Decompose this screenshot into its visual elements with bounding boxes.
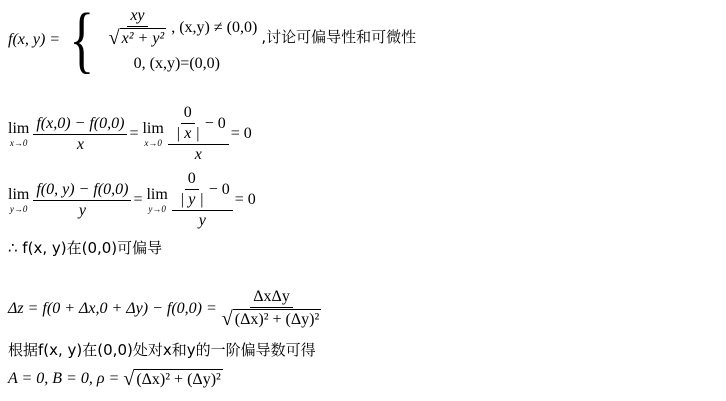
case1-numerator: xy xyxy=(127,7,147,27)
function-lhs: f(x, y) = xyxy=(8,31,61,48)
delta-z-fraction: ΔxΔy √ (Δx)² + (Δy)² xyxy=(221,288,320,330)
left-brace: { xyxy=(69,0,95,81)
derivative-note: 根据f(x, y)在(0,0)处对x和y的一阶偏导数可得 xyxy=(8,340,316,359)
case1-denominator: x² + y² xyxy=(121,30,165,47)
final-values: A = 0, B = 0, ρ = √ (Δx)² + (Δy)² xyxy=(8,368,221,390)
cases xyxy=(104,7,258,73)
case1-fraction xyxy=(106,7,170,49)
partial-y-fraction: $\frac{f(0, y) - f(0,0)}{y}$ xyxy=(33,181,131,220)
problem-statement xyxy=(8,0,417,81)
limit-x: lim x→0 xyxy=(8,119,30,148)
limit-y-2: lim y→0 xyxy=(146,185,168,214)
case2: 0, (x,y)=(0,0) xyxy=(133,55,220,72)
limit-y: lim y→0 xyxy=(8,185,30,214)
partial-x-inner-fraction: $\frac{0}{| x |}$ − 0 x xyxy=(168,104,229,164)
partial-y-derivation: lim y→0 $\frac{f(0, y) - f(0,0)}{y}$ = lim y→0 $\frac{0}{| y |}$ − 0 y = 0 xyxy=(8,170,256,229)
delta-z-expression: Δz = f(0 + Δx,0 + Δy) − f(0,0) = ΔxΔy √ (Δx)² + (Δy)² xyxy=(8,284,326,334)
rho-sqrt: √ (Δx)² + (Δy)² xyxy=(123,368,221,390)
partial-x-derivation: lim x→0 $\frac{f(x,0) - f(0,0)}{x}$ = lim x→0 $\frac{0}{| x |}$ − 0 x = 0 xyxy=(8,104,252,163)
conclusion: ∴ f(x, y)在(0,0)可偏导 xyxy=(8,238,163,257)
task-text: ,讨论可偏导性和可微性 xyxy=(261,28,417,46)
partial-x-fraction: $\frac{f(x,0) - f(0,0)}{x}$ xyxy=(33,115,127,154)
case1-sqrt: √ x² + y² xyxy=(108,27,165,49)
limit-x-2: lim x→0 xyxy=(142,119,164,148)
partial-y-inner-fraction: $\frac{0}{| y |}$ − 0 y xyxy=(172,170,233,230)
case1-condition: , (x,y) ≠ (0,0) xyxy=(171,19,258,36)
